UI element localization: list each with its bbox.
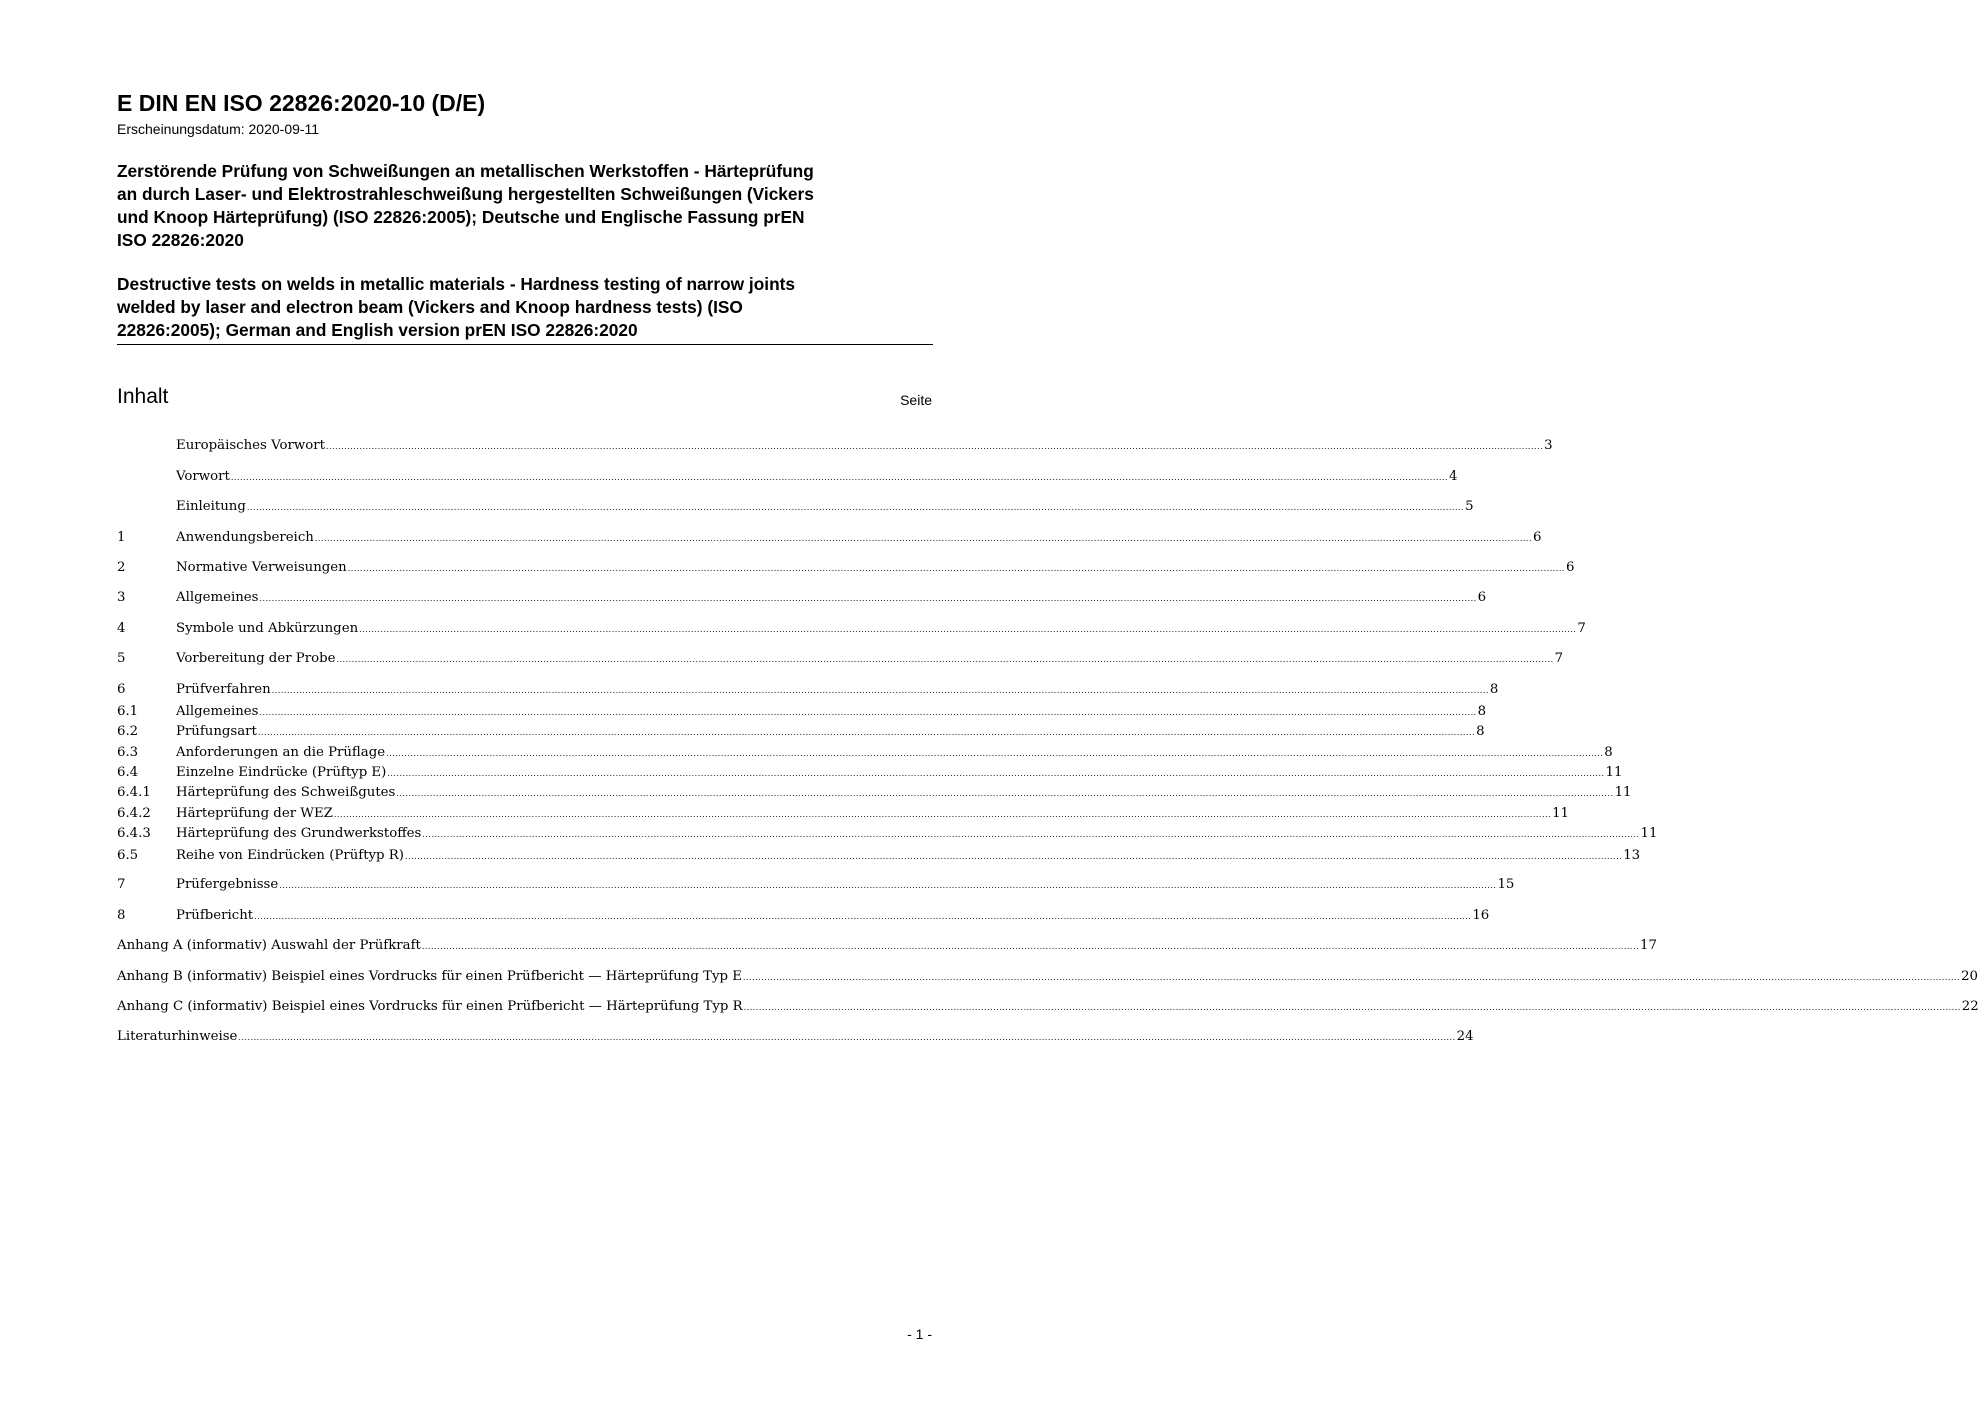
document-title: E DIN EN ISO 22826:2020-10 (D/E) [117,90,486,116]
toc-entry-number: 6.4 [117,765,139,780]
toc-entry-page: 11 [1552,806,1569,821]
toc-entry-number: 6.4.3 [117,826,151,841]
toc-entry-number: 6.4.1 [117,785,151,800]
dot-leader: ................................................................................................................................................................................................................................................................................................................................................................................................................ [359,625,1577,634]
toc-entry-page: 6 [1477,590,1487,605]
dot-leader: ................................................................................................................................................................................................................................................................................................................................................................................................................ [246,503,1465,512]
toc-entry[interactable] [117,967,1979,987]
toc-entry-title: Anwendungsbereich [176,530,314,545]
toc-entry-title: Prüfbericht [176,908,254,923]
toc-entry-title: Einleitung [176,499,246,514]
german-title-line: und Knoop Härteprüfung) (ISO 22826:2005); Deutsche und Englische Fassung prEN [117,207,805,227]
toc-entry-title: Literaturhinweise [117,1029,238,1044]
toc-entry[interactable] [117,649,1564,669]
toc-entry-title: Anhang B (informativ) Beispiel eines Vordrucks für einen Prüfbericht — Härteprüfung Typ E [117,969,742,984]
toc-heading: Inhalt [117,385,169,408]
toc-entry-page: 15 [1497,877,1515,892]
toc-entry-number: 1 [117,530,126,545]
toc-entry[interactable] [117,588,1487,608]
toc-entry[interactable] [117,846,1641,866]
toc-entry-number: 2 [117,560,126,575]
dot-leader: ................................................................................................................................................................................................................................................................................................................................................................................................................ [421,942,1640,951]
english-title-line: welded by laser and electron beam (Vickers and Knoop hardness tests) (ISO [117,297,743,317]
toc-entry-page: 7 [1554,651,1564,666]
dot-leader: ................................................................................................................................................................................................................................................................................................................................................................................................................ [325,442,1544,451]
toc-entry[interactable] [117,763,1623,783]
toc-entry-title: Normative Verweisungen [176,560,347,575]
toc-entry-page: 17 [1640,938,1657,953]
toc-page-label: Seite [900,392,932,408]
toc-entry[interactable] [117,1027,1474,1047]
toc-entry-title: Prüfergebnisse [176,877,279,892]
toc-entry-page: 6 [1533,530,1542,545]
toc-entry-page: 7 [1577,621,1586,636]
dot-leader: ................................................................................................................................................................................................................................................................................................................................................................................................................ [279,881,1497,890]
toc-entry-title: Prüfverfahren [176,682,271,697]
toc-entry-title: Einzelne Eindrücke (Prüftyp E) [176,765,387,780]
toc-entry-number: 6.3 [117,745,139,760]
toc-entry[interactable] [117,906,1490,926]
toc-entry-number: 6.2 [117,724,139,739]
toc-entry-number: 4 [117,621,126,636]
dot-leader: ................................................................................................................................................................................................................................................................................................................................................................................................................ [743,1003,1961,1012]
toc-entry-page: 11 [1614,785,1632,800]
german-title-line: Zerstörende Prüfung von Schweißungen an metallischen Werkstoffen - Härteprüfung [117,161,814,181]
toc-entry-page: 6 [1565,560,1575,575]
english-title-line: 22826:2005); German and English version prEN ISO 22826:2020 [117,320,638,340]
dot-leader: ................................................................................................................................................................................................................................................................................................................................................................................................................ [259,594,1477,603]
toc-entry-page: 13 [1623,848,1641,863]
toc-entry-title: Vorwort [176,469,230,484]
toc-entry-number: 6 [117,682,126,697]
toc-entry[interactable] [117,804,1569,824]
toc-entry-number: 7 [117,877,126,892]
toc-entry-page: 22 [1961,999,1979,1014]
german-title [117,160,933,252]
dot-leader: ................................................................................................................................................................................................................................................................................................................................................................................................................ [314,534,1533,543]
toc-entry[interactable] [117,824,1658,844]
dot-leader: ................................................................................................................................................................................................................................................................................................................................................................................................................ [238,1033,1456,1042]
dot-leader: ................................................................................................................................................................................................................................................................................................................................................................................................................ [230,473,1449,482]
toc-entry[interactable] [117,936,1657,956]
toc-entry[interactable] [117,680,1499,700]
toc-entry-title: Vorbereitung der Probe [176,651,336,666]
english-title [117,273,933,342]
toc-entry-page: 11 [1605,765,1623,780]
toc-entry[interactable] [117,619,1586,639]
toc-entry[interactable] [117,558,1575,578]
toc-entry-page: 24 [1456,1029,1474,1044]
toc-entry-number: 6.5 [117,848,139,863]
dot-leader: ................................................................................................................................................................................................................................................................................................................................................................................................................ [333,810,1552,819]
title-divider [117,344,933,345]
toc-entry-page: 4 [1449,469,1458,484]
toc-entry[interactable] [117,783,1632,803]
toc-entry-title: Anforderungen an die Prüflage [176,745,386,760]
toc-entry-page: 8 [1489,682,1499,697]
toc-entry-title: Prüfungsart [176,724,257,739]
toc-entry-number: 5 [117,651,126,666]
toc-entry-title: Allgemeines [176,704,259,719]
dot-leader: ................................................................................................................................................................................................................................................................................................................................................................................................................ [271,686,1489,695]
toc-entry[interactable] [117,875,1515,895]
dot-leader: ................................................................................................................................................................................................................................................................................................................................................................................................................ [336,655,1554,664]
toc-entry-number: 3 [117,590,126,605]
toc-entry[interactable] [117,722,1485,742]
dot-leader: ................................................................................................................................................................................................................................................................................................................................................................................................................ [396,789,1614,798]
toc-entry[interactable] [117,743,1613,763]
toc-entry-page: 20 [1961,969,1979,984]
toc-entry-title: Symbole und Abkürzungen [176,621,359,636]
dot-leader: ................................................................................................................................................................................................................................................................................................................................................................................................................ [387,769,1605,778]
dot-leader: ................................................................................................................................................................................................................................................................................................................................................................................................................ [254,912,1472,921]
toc-entry-page: 8 [1604,745,1613,760]
dot-leader: ................................................................................................................................................................................................................................................................................................................................................................................................................ [405,852,1623,861]
dot-leader: ................................................................................................................................................................................................................................................................................................................................................................................................................ [422,830,1640,839]
toc-entry[interactable] [117,997,1979,1017]
toc-entry-number: 6.4.2 [117,806,151,821]
toc-entry-page: 11 [1640,826,1658,841]
toc-entry[interactable] [117,528,1542,548]
english-title-line: Destructive tests on welds in metallic materials - Hardness testing of narrow joints [117,274,795,294]
toc-entry-title: Anhang C (informativ) Beispiel eines Vordrucks für einen Prüfbericht — Härteprüfung Typ R [117,999,743,1014]
dot-leader: ................................................................................................................................................................................................................................................................................................................................................................................................................ [259,708,1477,717]
dot-leader: ................................................................................................................................................................................................................................................................................................................................................................................................................ [742,973,1961,982]
toc-entry-title: Härteprüfung des Schweißgutes [176,785,396,800]
toc-entry-title: Reihe von Eindrücken (Prüftyp R) [176,848,404,863]
issue-date: Erscheinungsdatum: 2020-09-11 [117,121,320,137]
german-title-line: ISO 22826:2020 [117,230,244,250]
dot-leader: ................................................................................................................................................................................................................................................................................................................................................................................................................ [257,728,1476,737]
toc-entry-page: 8 [1476,724,1485,739]
toc-entry[interactable] [117,497,1474,517]
toc-entry-number: 8 [117,908,126,923]
dot-leader: ................................................................................................................................................................................................................................................................................................................................................................................................................ [347,564,1565,573]
toc-entry-page: 5 [1465,499,1474,514]
toc-entry[interactable] [117,436,1553,456]
toc-entry-title: Anhang A (informativ) Auswahl der Prüfkraft [117,938,421,953]
toc-entry-title: Allgemeines [176,590,259,605]
page-number: - 1 - [907,1326,932,1342]
dot-leader: ................................................................................................................................................................................................................................................................................................................................................................................................................ [386,749,1604,758]
toc-entry-page: 3 [1544,438,1553,453]
toc-entry[interactable] [117,467,1458,487]
toc-entry-page: 8 [1477,704,1487,719]
toc-entry-page: 16 [1472,908,1490,923]
toc-entry-number: 6.1 [117,704,139,719]
toc-entry-title: Europäisches Vorwort [176,438,325,453]
toc-entry-title: Härteprüfung der WEZ [176,806,333,821]
toc-entry-title: Härteprüfung des Grundwerkstoffes [176,826,422,841]
toc-entry[interactable] [117,702,1487,722]
german-title-line: an durch Laser- und Elektrostrahleschweißung hergestellten Schweißungen (Vickers [117,184,814,204]
